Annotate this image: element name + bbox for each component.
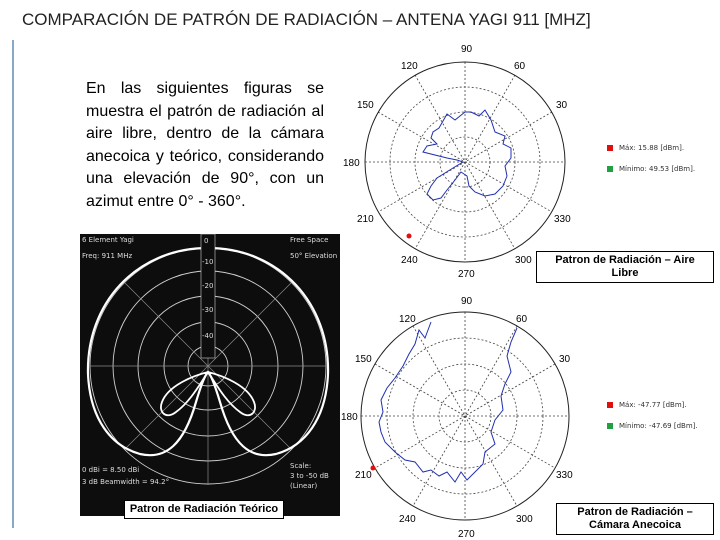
max-marker-icon (607, 145, 613, 151)
label-free-space: Free Space (290, 236, 329, 244)
angle-label: 90 (461, 296, 473, 307)
angle-label: 270 (458, 269, 475, 280)
angle-label: 120 (399, 314, 416, 325)
legend-min-camara: Mínimo: -47.69 [dBm]. (607, 422, 698, 430)
slide-title: COMPARACIÓN DE PATRÓN DE RADIACIÓN – ANTENA YAGI 911 [MHZ] (22, 10, 591, 29)
angle-label: 120 (401, 61, 418, 72)
angle-label: 210 (355, 470, 372, 481)
polar-plot-aire-libre (335, 40, 605, 280)
angle-label: 60 (514, 61, 526, 72)
angle-label: 150 (357, 100, 374, 111)
caption-camara-anecoica: Patron de Radiación – Cámara Anecoica (556, 503, 714, 535)
aire-libre-trace (423, 110, 511, 200)
label-beamwidth: 3 dB Beamwidth = 94.2° (82, 478, 170, 486)
angle-label: 270 (458, 529, 475, 540)
angle-label: 60 (516, 314, 528, 325)
legend-max-aire-libre: Máx: 15.88 [dBm]. (607, 144, 684, 152)
accent-bar (12, 40, 14, 528)
ring-label: -30 (202, 306, 214, 314)
ring-label: 0 (204, 237, 209, 245)
max-marker-icon (607, 402, 613, 408)
angle-label: 240 (399, 514, 416, 525)
theoretical-pattern-panel (80, 234, 340, 516)
label-gain: 0 dBi = 8.50 dBi (82, 466, 140, 474)
angle-label: 180 (341, 412, 358, 423)
angle-label: 330 (554, 214, 571, 225)
angle-label: 150 (355, 354, 372, 365)
label-scale-range: 3 to -50 dB (290, 472, 329, 480)
label-element-count: 6 Element Yagi (82, 236, 134, 244)
ring-label: -20 (202, 282, 214, 290)
legend-max-camara: Máx: -47.77 [dBm]. (607, 401, 687, 409)
angle-label: 300 (516, 514, 533, 525)
angle-label: 90 (461, 44, 473, 55)
description-text: En las siguientes figuras se muestra el patrón de radiación al aire libre, dentro de la cámara anecoica y teórico, considerando una elevación de 90°, con un azimut entre 0° - 360°. (86, 80, 324, 210)
label-scale-type: (Linear) (290, 482, 318, 490)
caption-aire-libre: Patron de Radiación – Aire Libre (536, 251, 714, 283)
legend-min-aire-libre: Mínimo: 49.53 [dBm]. (607, 165, 695, 173)
caption-teorico: Patron de Radiación Teórico (124, 500, 284, 519)
angle-label: 30 (556, 100, 568, 111)
angle-label: 210 (357, 214, 374, 225)
angle-label: 300 (515, 255, 532, 266)
label-elevation: 50° Elevation (290, 252, 338, 260)
ring-label: -40 (202, 332, 214, 340)
min-marker-icon (607, 166, 613, 172)
angle-label: 240 (401, 255, 418, 266)
label-scale: Scale: (290, 462, 312, 470)
angle-label: 180 (343, 158, 360, 169)
ring-label: -10 (202, 258, 214, 266)
angle-label: 330 (556, 470, 573, 481)
angle-label: 30 (559, 354, 571, 365)
label-frequency: Freq: 911 MHz (82, 252, 133, 260)
min-marker-icon (607, 423, 613, 429)
